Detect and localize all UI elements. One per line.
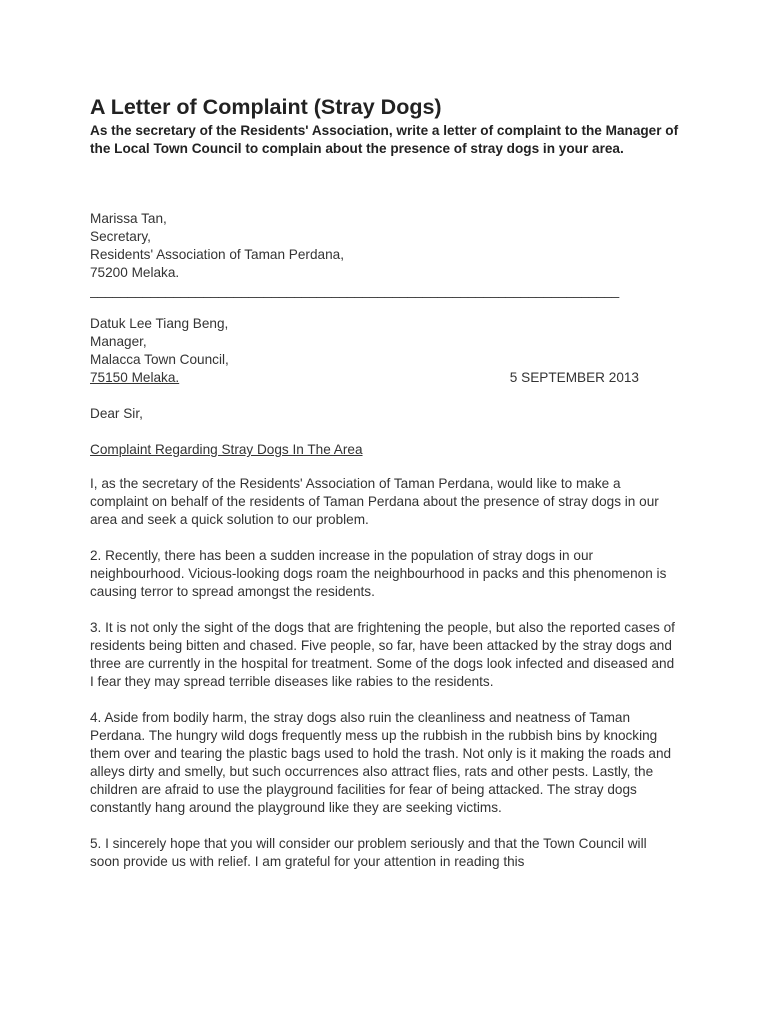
letter-document [90,92,690,871]
paragraph-2: 2. Recently, there has been a sudden increase in the population of stray dogs in our neighbourhood. Vicious-looking dogs roam the neighbourhood in packs and this phenomenon is causing terror to spread amongst the residents. [90,548,667,599]
recipient-name: Datuk Lee Tiang Beng, [90,316,229,331]
task-prompt: As the secretary of the Residents' Association, write a letter of complaint to the Manager of the Local Town Council to complain about the presence of stray dogs in your area. [90,123,679,156]
recipient-organization: Malacca Town Council, [90,352,229,367]
recipient-address-block [90,315,690,387]
recipient-address: 75150 Melaka. [90,370,180,385]
paragraph-1: I, as the secretary of the Residents' Association of Taman Perdana, would like to make a complaint on behalf of the residents of Taman Perdana about the presence of stray dogs in our area and seek a quick solution to our problem. [90,476,659,527]
sender-name: Marissa Tan, [90,211,167,226]
sender-address: 75200 Melaka. [90,265,180,280]
document-title: A Letter of Complaint (Stray Dogs) [90,95,442,119]
letter-date: 5 SEPTEMBER 2013 [509,370,639,385]
sender-organization: Residents' Association of Taman Perdana, [90,247,344,262]
sender-address-block [90,210,690,300]
sender-position: Secretary, [90,229,151,244]
separator-line: ______________________________________________________________________ [90,283,620,298]
subject-line: Complaint Regarding Stray Dogs In The Area [90,442,363,457]
subject-line-wrapper [90,441,690,459]
address-date-row [90,369,639,387]
recipient-position: Manager, [90,334,147,349]
salutation: Dear Sir, [90,406,143,421]
paragraph-4: 4. Aside from bodily harm, the stray dogs also ruin the cleanliness and neatness of Taman Perdana. The hungry wild dogs frequently mess up the rubbish in the rubbish bins by knocking them over and tearing the plastic bags used to hold the trash. Not only is it making the roads and alleys dirty and smelly, but such occurrences also attract flies, rats and other pests. Lastly, the children are afraid to use the playground facilities for fear of being attacked. The stray dogs constantly hang around the playground like they are seeking victims. [90,710,672,815]
paragraph-5: 5. I sincerely hope that you will consider our problem seriously and that the Town Council will soon provide us with relief. I am grateful for your attention in reading this [90,836,647,869]
paragraph-3: 3. It is not only the sight of the dogs that are frightening the people, but also the reported cases of residents being bitten and chased. Five people, so far, have been attacked by the stray dogs and three are currently in the hospital for treatment. Some of the dogs look infected and diseased and I fear they may spread terrible diseases like rabies to the residents. [90,620,675,689]
